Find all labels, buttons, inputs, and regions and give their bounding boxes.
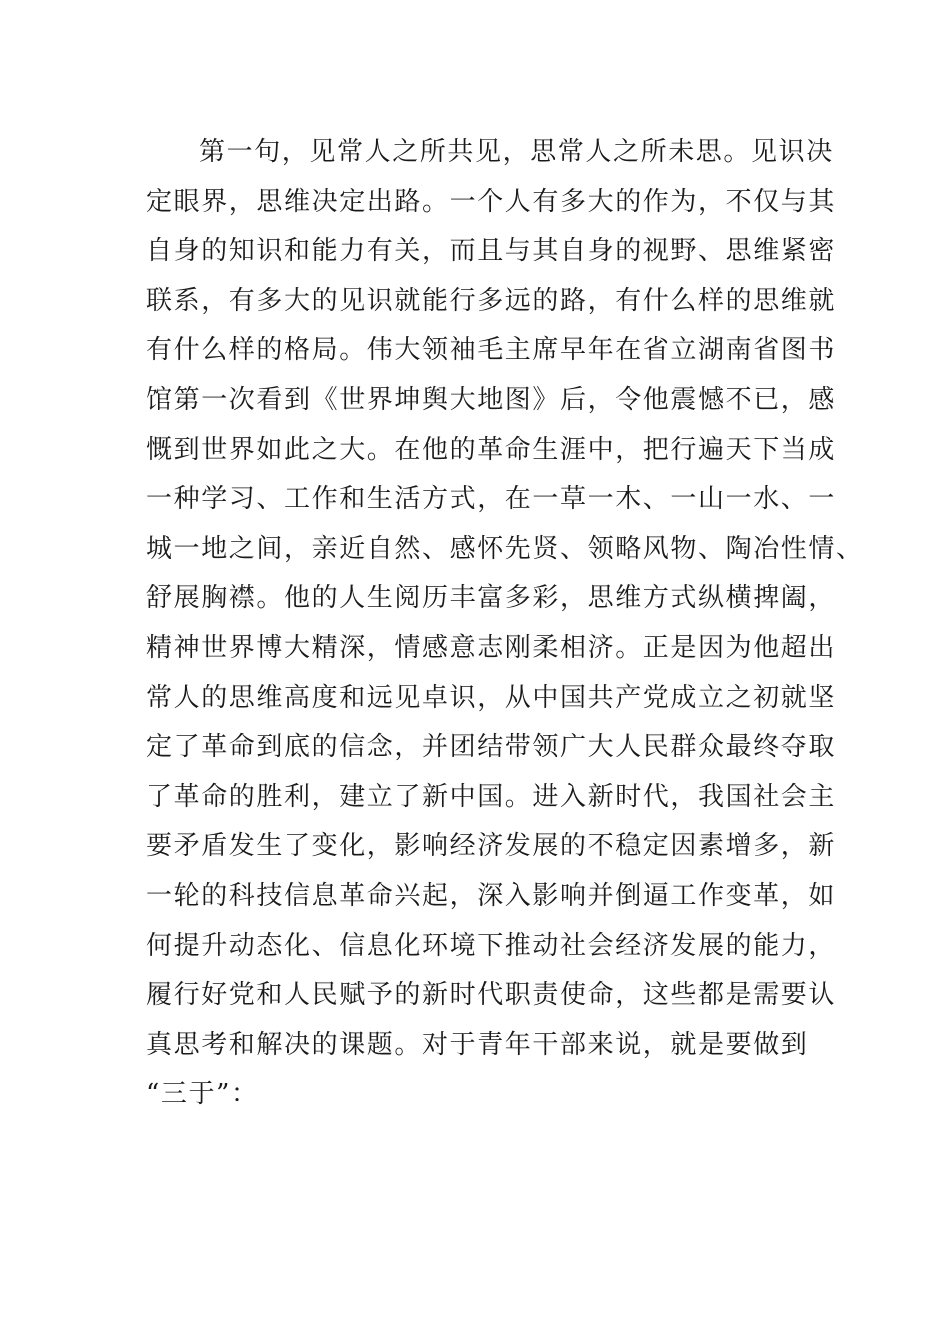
body-paragraph	[146, 128, 864, 1120]
text-line: 要矛盾发生了变化，影响经济发展的不稳定因素增多，新	[146, 831, 837, 862]
text-line: 了革命的胜利，建立了新中国。进入新时代，我国社会主	[146, 781, 837, 812]
text-line: 定了革命到底的信念，并团结带领广大人民群众最终夺取	[146, 732, 837, 763]
text-line: 何提升动态化、信息化环境下推动社会经济发展的能力，	[146, 930, 837, 961]
text-line: 有什么样的格局。伟大领袖毛主席早年在省立湖南省图书	[146, 335, 837, 366]
text-line: 城一地之间，亲近自然、感怀先贤、领略风物、陶冶性情、	[146, 533, 864, 564]
text-line: 精神世界博大精深，情感意志刚柔相济。正是因为他超出	[146, 632, 837, 663]
text-line: “三于”：	[146, 1079, 259, 1110]
text-line: 一种学习、工作和生活方式，在一草一木、一山一水、一	[146, 484, 837, 515]
text-line: 自身的知识和能力有关，而且与其自身的视野、思维紧密	[146, 236, 837, 267]
text-line: 履行好党和人民赋予的新时代职责使命，这些都是需要认	[146, 980, 837, 1011]
text-line: 一轮的科技信息革命兴起，深入影响并倒逼工作变革，如	[146, 880, 837, 911]
text-line: 常人的思维高度和远见卓识，从中国共产党成立之初就坚	[146, 682, 837, 713]
text-line: 真思考和解决的课题。对于青年干部来说，就是要做到	[146, 1029, 809, 1060]
text-line: 馆第一次看到《世界坤舆大地图》后，令他震憾不已，感	[146, 384, 837, 415]
text-line: 定眼界，思维决定出路。一个人有多大的作为，不仅与其	[146, 186, 837, 217]
text-line: 第一句，见常人之所共见，思常人之所未思。见识决	[199, 137, 834, 167]
text-line: 舒展胸襟。他的人生阅历丰富多彩，思维方式纵横捭阖，	[146, 583, 837, 614]
text-line: 慨到世界如此之大。在他的革命生涯中，把行遍天下当成	[146, 434, 837, 465]
text-line: 联系，有多大的见识就能行多远的路，有什么样的思维就	[146, 285, 837, 316]
